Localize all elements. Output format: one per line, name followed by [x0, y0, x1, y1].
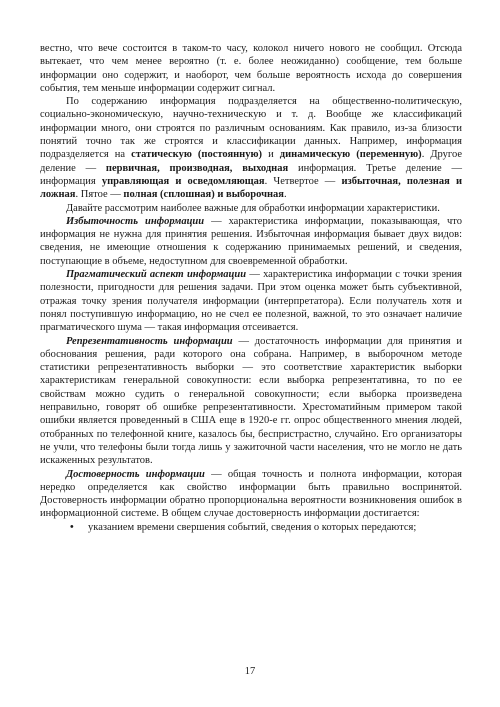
- term-redundancy: Избыточность информации: [66, 215, 205, 227]
- paragraph-2-text: . Пятое —: [75, 189, 124, 201]
- paragraph-2-text: По содержанию информация подразделяется на общественно-политическую, социально-экономическую, научно-техническую и т. д. Вообще же классификаций информации много, они строятся по различным основаниям. Как правило, из-за близости понятий точно так же строятся и классификации данных. Например, информация подразделяется на: [40, 96, 462, 161]
- term-pragmatic: Прагматический аспект информации: [66, 269, 247, 281]
- paragraph-2-text: информация. Третье деление — информация: [40, 162, 462, 187]
- definition-representativeness: — достаточность информации для принятия и обоснования решения, ради которого она собрана. Например, в выборочном методе статистики репрезентативность выборки — это соответствие характеристик выборки характеристикам генеральной совокупности: если выборка репрезентативна, то по ее свойствам можно судить о генеральной совокупности; если выборка произведена неправильно, говорят об ошибке репрезентативности. Хрестоматийным примером такой ошибки является проведенный в США еще в 1920-е гг. опрос общественного мнения людей, отобранных по телефонной книге, казалось бы, беспристрастно, случайно. Его организаторы не учли, что телефоны были тогда лишь у зажиточной части населения, что не могло не дать искаженных результатов.: [40, 335, 462, 467]
- definition-reliability: — общая точность и полнота информации, которая нередко определяется как свойство информации быть правильно воспринятой. Достоверность информации обратно пропорциональна вероятности возникновения ошибок в информационной системе. В общем случае достоверность информации достигается:: [40, 468, 462, 520]
- term-reliability: Достоверность информации: [66, 468, 205, 480]
- term-control-informing: управляющая и осведомляющая: [101, 175, 265, 187]
- list-item-text: указанием времени свершения событий, сведения о которых передаются;: [88, 521, 417, 533]
- paragraph-2: [40, 95, 462, 201]
- term-primary-derived-output: первичная, производная, выходная: [105, 162, 289, 174]
- paragraph-representativeness: [40, 335, 462, 468]
- term-full-selective: полная (сплошная) и выборочная: [123, 189, 284, 201]
- paragraph-redundancy: [40, 215, 462, 268]
- definition-pragmatic: — характеристика информации с точки зрения полезности, пригодности для решения задачи. При этом оценка может быть субъективной, отражая точку зрения получателя информации (интерпретатора). Если получатель хотя и понял поступившую информацию, но не счел ее полезной, важной, то это означает наличие прагматического шума — такая информация отсеивается.: [40, 269, 462, 334]
- body-text: [40, 42, 462, 534]
- paragraph-2-text: . Другое деление —: [40, 149, 463, 174]
- paragraph-2-text: и: [262, 149, 280, 161]
- page-number: 17: [244, 666, 256, 677]
- paragraph-2-text: .: [284, 189, 287, 201]
- term-dynamic: динамическую (переменную): [279, 149, 422, 161]
- bullet-icon: •: [70, 521, 74, 533]
- paragraph-pragmatic: [40, 268, 462, 334]
- term-representativeness: Репрезентативность информации: [66, 335, 233, 347]
- paragraph-3: Давайте рассмотрим наиболее важные для обработки информации характеристики.: [66, 202, 440, 214]
- paragraph-1: вестно, что вече состоится в таком-то часу, колокол ничего нового не сообщил. Отсюда вытекает, что чем менее вероятно (т. е. более неожиданно) сообщение, тем больше информации оно содержит, и наоборот, чем больше вероятность исхода до совершения события, тем меньше информации содержит сигнал.: [40, 43, 462, 94]
- term-static: статическую (постоянную): [131, 149, 263, 161]
- definition-redundancy: — характеристика информации, показывающая, что информация не нужна для принятия решения. Избыточная информация бывает двух видов: сведения, не имеющие отношения к содержанию принимаемых решений, и сведения, поступающие в объеме, недоступном для своевременной обработки.: [40, 215, 463, 267]
- paragraph-2-text: . Четвертое —: [264, 175, 342, 187]
- term-redundant-useful-false: избыточная, полезная и ложная: [40, 175, 462, 201]
- list-item: [40, 521, 462, 534]
- paragraph-reliability: [40, 468, 462, 521]
